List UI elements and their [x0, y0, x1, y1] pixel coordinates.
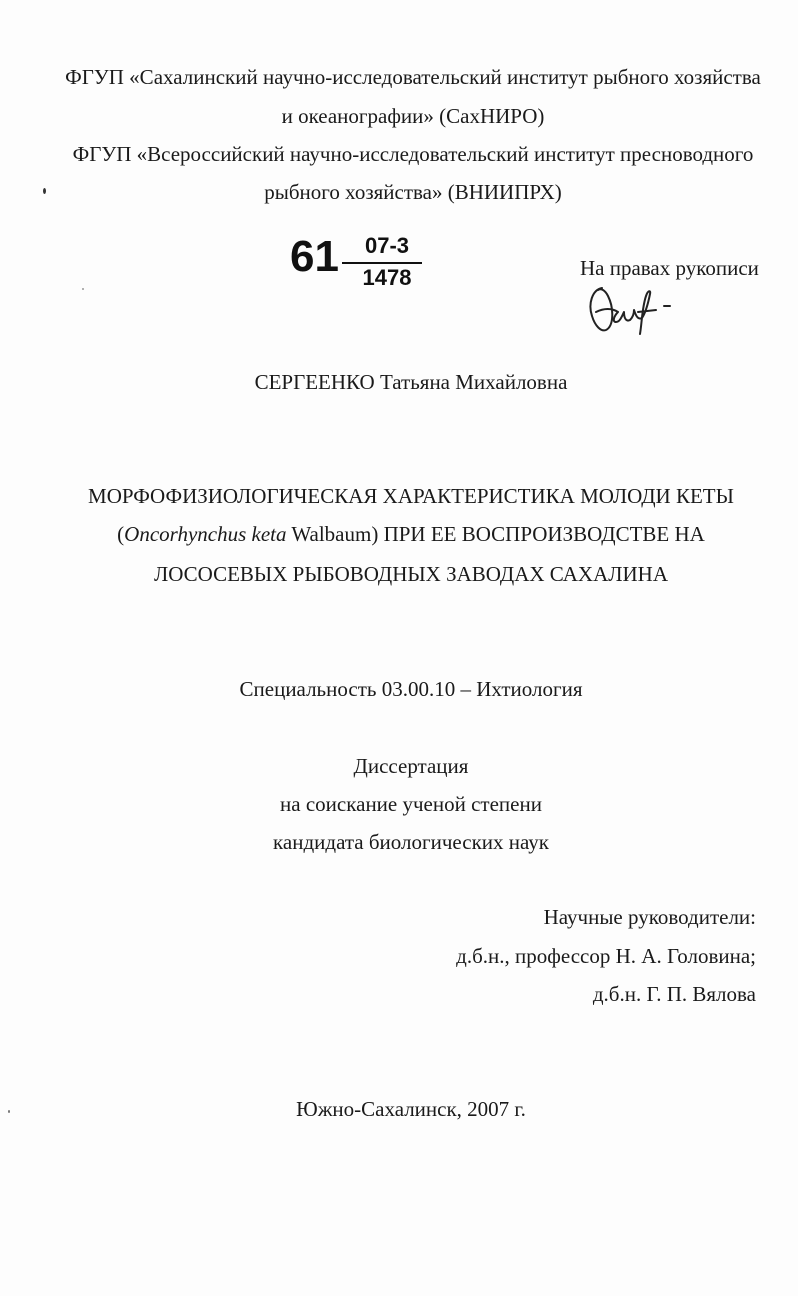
- title-open-paren: (: [117, 522, 125, 546]
- library-code-fraction-bar: [342, 262, 422, 264]
- supervisor-2: д.б.н. Г. П. Вялова: [592, 982, 756, 1006]
- scan-speck: [82, 288, 84, 290]
- organization-1-line-2: и океанографии» (СахНИРО): [281, 104, 545, 128]
- library-code-denominator: 1478: [362, 265, 412, 290]
- manuscript-rights-note: На правах рукописи: [580, 256, 759, 280]
- dissertation-title-line-3: ЛОСОСЕВЫХ РЫБОВОДНЫХ ЗАВОДАХ САХАЛИНА: [154, 562, 668, 586]
- place-and-year: Южно-Сахалинск, 2007 г.: [296, 1097, 526, 1121]
- supervisor-1: д.б.н., профессор Н. А. Головина;: [456, 944, 756, 968]
- dissertation-title-line-1: МОРФОФИЗИОЛОГИЧЕСКАЯ ХАРАКТЕРИСТИКА МОЛОДИ КЕТЫ: [88, 484, 734, 508]
- degree-name: кандидата биологических наук: [273, 830, 549, 854]
- specialty: Специальность 03.00.10 – Ихтиология: [239, 677, 583, 701]
- organization-2-line-2: рыбного хозяйства» (ВНИИПРХ): [264, 180, 562, 204]
- library-code-main: 61: [290, 232, 339, 281]
- dissertation-title-line-2: [12, 520, 798, 548]
- organization-1-line-1: ФГУП «Сахалинский научно-исследовательский институт рыбного хозяйства: [65, 65, 761, 89]
- library-code-numerator: 07-3: [364, 233, 410, 258]
- scan-speck: [8, 1110, 10, 1113]
- degree-purpose: на соискание ученой степени: [280, 792, 542, 816]
- supervisors-heading: Научные руководители:: [543, 905, 756, 929]
- species-name: Oncorhynchus keta: [124, 522, 287, 546]
- dissertation-label: Диссертация: [353, 754, 469, 778]
- author-name: СЕРГЕЕНКО Татьяна Михайловна: [254, 370, 568, 394]
- handwritten-signature: [584, 282, 684, 336]
- title-line-2-rest: Walbaum) ПРИ ЕЕ ВОСПРОИЗВОДСТВЕ НА: [286, 522, 705, 546]
- organization-2-line-1: ФГУП «Всероссийский научно-исследовательский институт пресноводного: [72, 142, 754, 166]
